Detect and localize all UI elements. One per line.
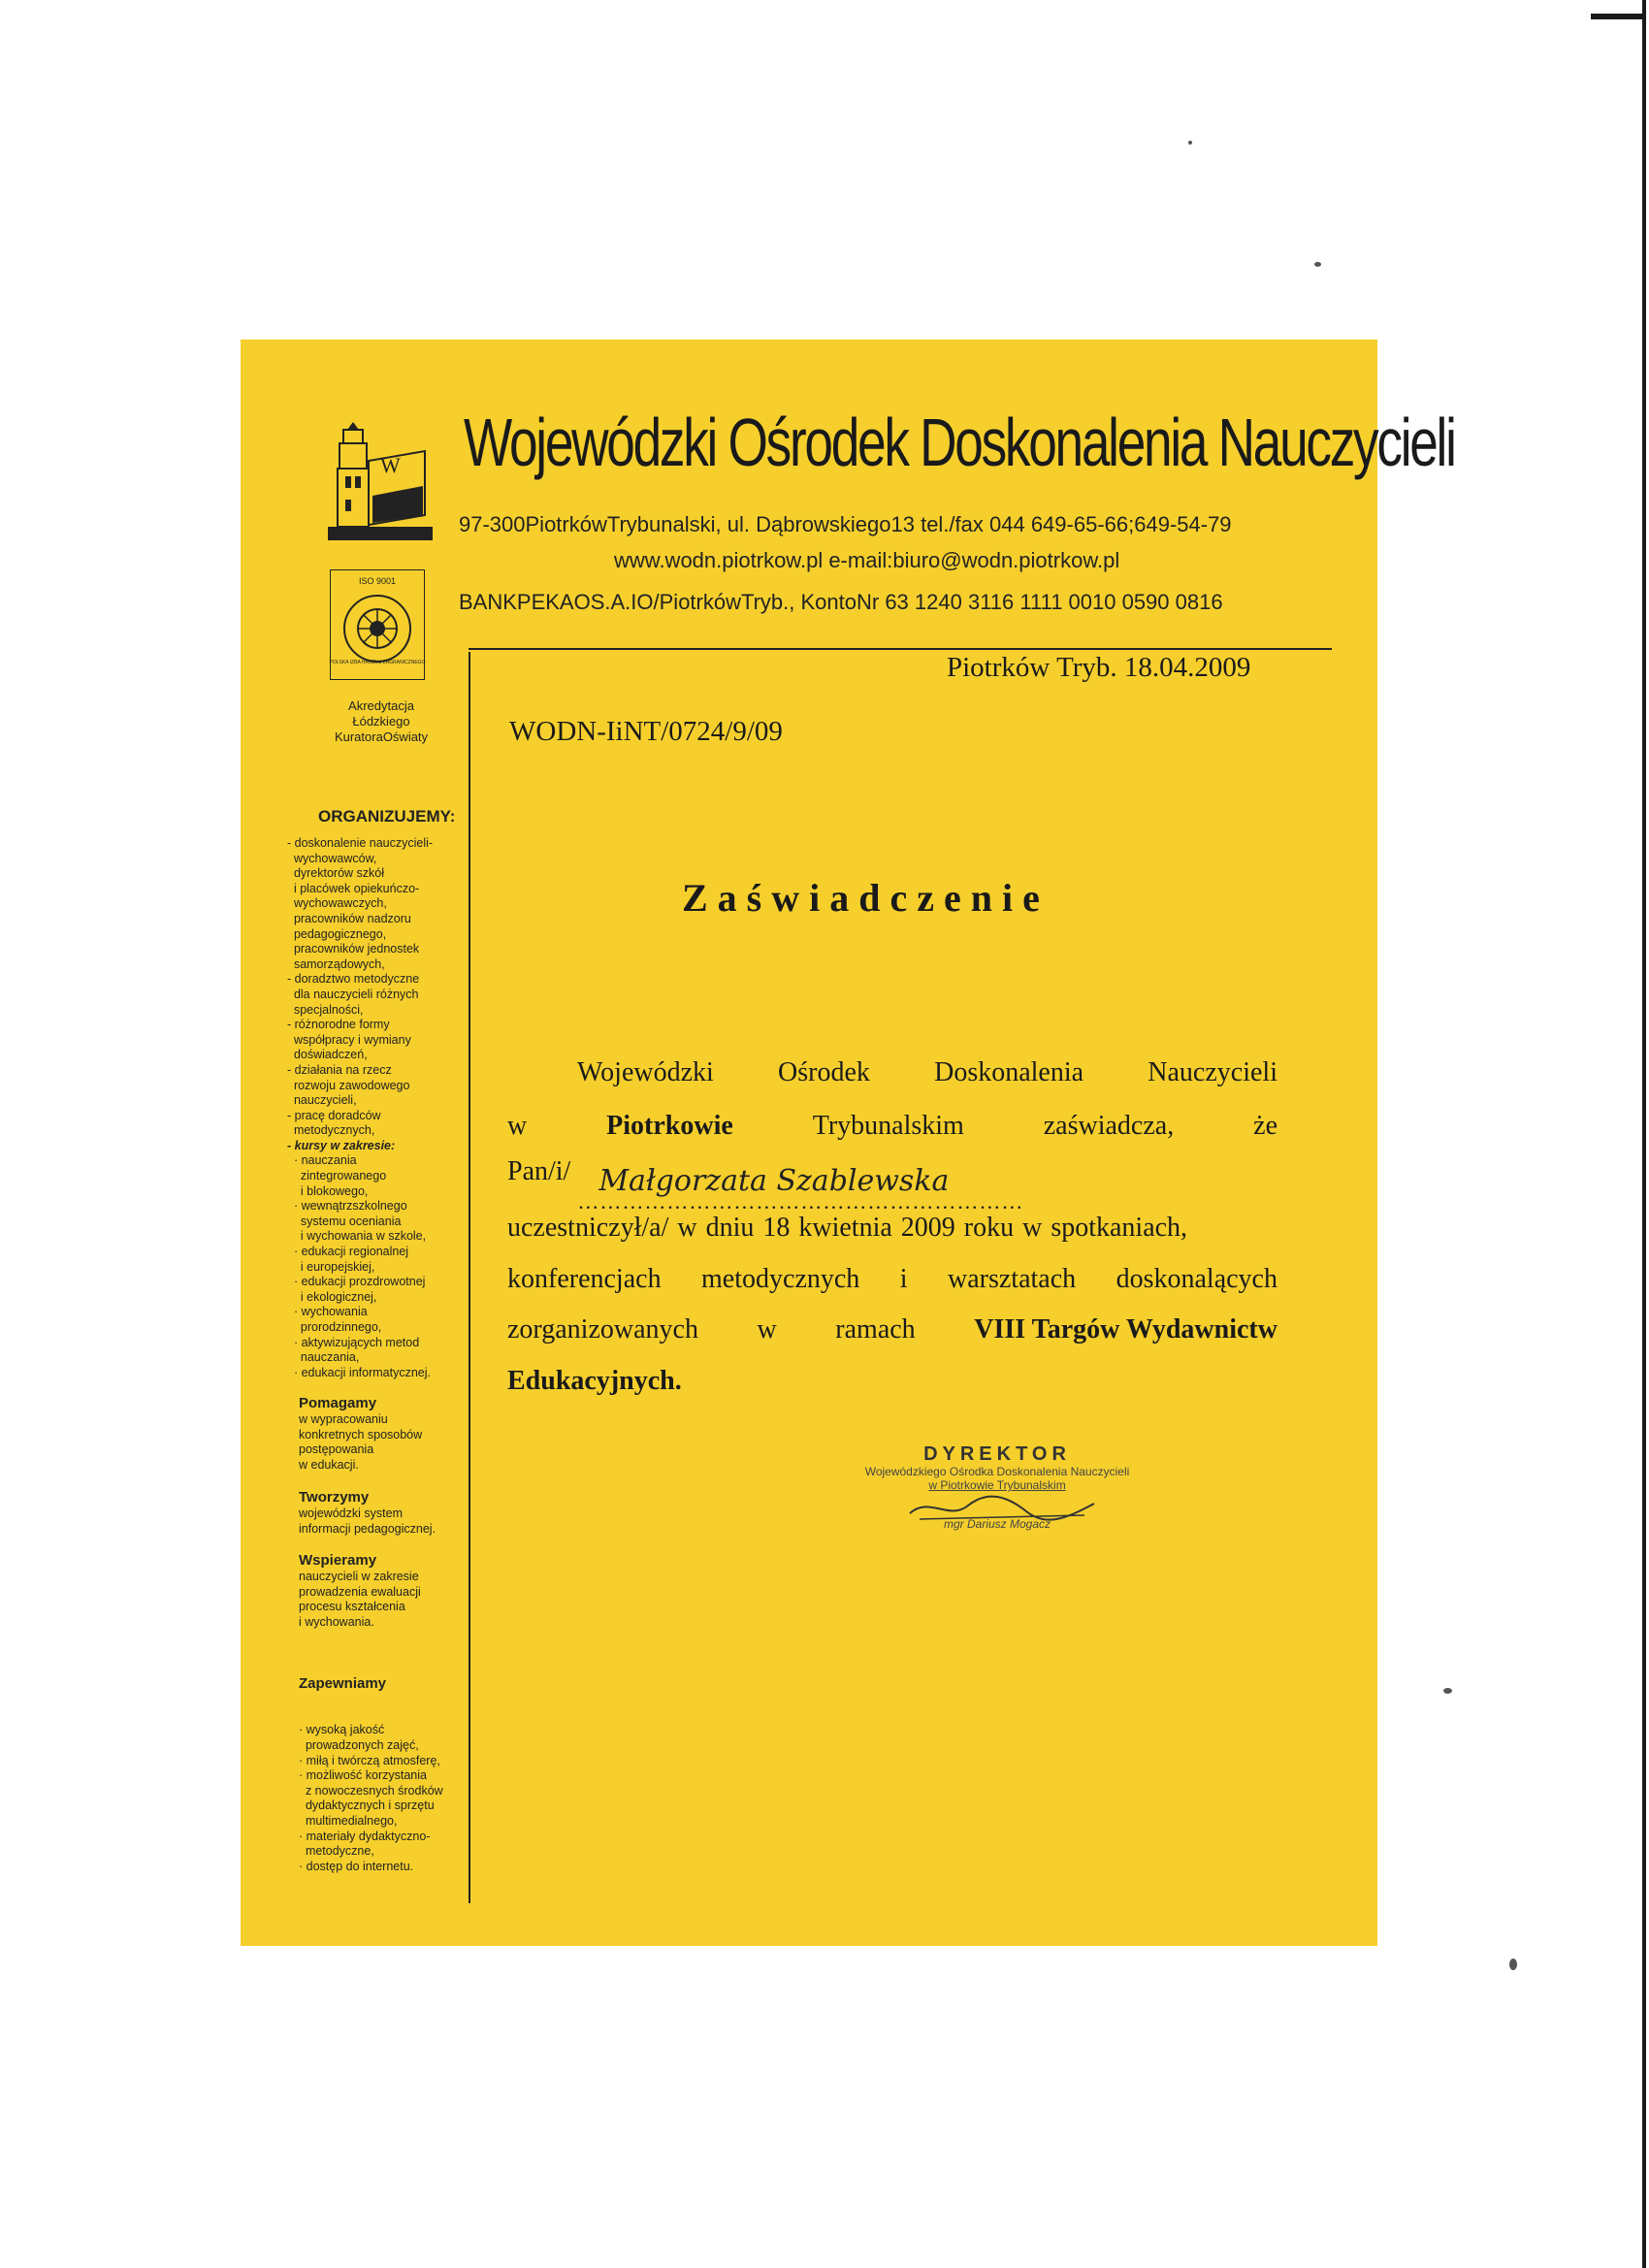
body-line-4: uczestniczył/a/ w dniu 18 kwietnia 2009 roku w spotkaniach, <box>507 1213 1188 1243</box>
organize-list-item: - doradztwo metodyczne <box>287 972 420 987</box>
organize-list-item: specjalności, <box>287 1002 364 1017</box>
organize-list-item: i blokowego, <box>287 1183 369 1198</box>
body-line-6: zorganizowanych w ramach VIII Targów Wydawnictw <box>507 1314 1277 1345</box>
body-line-5: konferencjach metodycznych i warsztatach doskonalących <box>507 1264 1277 1294</box>
bank-line: BANKPEKAOS.A.IO/PiotrkówTryb., KontoNr 63 1240 3116 1111 0010 0590 0816 <box>459 590 1223 614</box>
dust-speck <box>1443 1688 1452 1694</box>
organize-list-item: i europejskiej, <box>287 1259 375 1274</box>
organize-list-item: systemu oceniania <box>287 1214 402 1228</box>
body-line-7: Edukacyjnych. <box>507 1366 682 1396</box>
body-line-2: w Piotrkowie Trybunalskim zaświadcza, że <box>507 1111 1277 1141</box>
organize-list-item: i placówek opiekuńczo- <box>287 881 420 895</box>
institution-logo <box>328 422 435 558</box>
organize-list-item: prorodzinnego, <box>287 1320 382 1334</box>
organize-list-item: rozwoju zawodowego <box>287 1078 410 1092</box>
iso-certification-mark <box>330 569 425 680</box>
organize-list-item: - doskonalenie nauczycieli- <box>287 836 434 850</box>
document-title: Zaświadczenie <box>682 876 1050 920</box>
ensure-list-item: z nowoczesnych środków <box>299 1783 443 1798</box>
organize-list-item: i wychowania w szkole, <box>287 1229 427 1244</box>
director-stamp: DYREKTOR Wojewódzkiego Ośrodka Doskonalenia Nauczycieli w Piotrkowie Trybunalskim mgr Dariusz Mogacz <box>864 1443 1130 1531</box>
svg-text:POLSKA IZBA HANDLU ZAGRANICZNE: POLSKA IZBA HANDLU ZAGRANICZNEGO <box>329 660 426 665</box>
ensure-list-item: · możliwość korzystania <box>299 1768 427 1783</box>
place-and-date: Piotrków Tryb. 18.04.2009 <box>947 652 1251 683</box>
name-dotted-line: …………………………………………………… <box>577 1189 1024 1214</box>
organize-list-item: nauczania, <box>287 1350 360 1365</box>
organize-list-item: pedagogicznego, <box>287 926 387 941</box>
ensure-list-item: · materiały dydaktyczno- <box>299 1829 431 1843</box>
organize-list-item: wychowawczych, <box>287 896 387 911</box>
sidebar-divider <box>469 652 470 1903</box>
ensure-list-item: · wysoką jakość <box>299 1723 385 1737</box>
organize-list-item: - różnorodne formy <box>287 1018 390 1032</box>
accreditation-note: Akredytacja Łódzkiego KuratoraOświaty <box>334 698 429 744</box>
organize-list-item: dyrektorów szkół <box>287 866 385 881</box>
ensure-list-item: metodyczne, <box>299 1844 374 1859</box>
ensure-section: Zapewniamy · wysoką jakość prowadzonych zajęć, · miłą i twórczą atmosferę, · możliwość korzystania z nowoczesnych środków dydaktycznych i sprzętu multimedialnego, · materiały dydaktyczno- metodyczne, · dostęp do internetu. <box>299 1675 443 1873</box>
dust-speck <box>1509 1959 1517 1970</box>
ensure-list-item: dydaktycznych i sprzętu <box>299 1798 435 1813</box>
certificate-sheet <box>241 340 1455 1946</box>
organize-list-item: · wewnątrzszkolnego <box>287 1199 407 1214</box>
header-divider <box>469 648 1332 650</box>
dust-speck <box>1188 141 1192 145</box>
ensure-list-item: · dostęp do internetu. <box>299 1859 414 1873</box>
body-line-3: Pan/i/ …………………………………………………… Małgorzata Szablewska <box>507 1156 1024 1214</box>
ensure-list-item: · miłą i twórczą atmosferę, <box>299 1753 440 1767</box>
organize-list-item: - kursy w zakresie: <box>287 1138 396 1152</box>
participant-name-handwritten: Małgorzata Szablewska <box>598 1164 950 1198</box>
organize-list-item: i ekologicznej, <box>287 1289 377 1304</box>
organize-list-item: dla nauczycieli różnych <box>287 987 419 1001</box>
organize-list <box>287 836 514 1380</box>
organize-list-item: zintegrowanego <box>287 1169 387 1183</box>
reference-number: WODN-IiNT/0724/9/09 <box>509 716 783 747</box>
organize-list-item: nauczycieli, <box>287 1093 357 1108</box>
ensure-list-item: multimedialnego, <box>299 1813 398 1828</box>
organize-list-item: · edukacji informatycznej. <box>287 1365 431 1379</box>
organize-list-item: współpracy i wymiany <box>287 1032 411 1047</box>
dust-speck <box>1314 262 1321 267</box>
svg-text:W: W <box>380 453 401 477</box>
org-title: Wojewódzki Ośrodek Doskonalenia Nauczycieli <box>464 405 1455 480</box>
scan-edge-top-mark <box>1591 14 1643 19</box>
iso-label: ISO 9001 <box>358 576 397 586</box>
organize-list-item: · nauczania <box>287 1153 357 1168</box>
address-line: 97-300PiotrkówTrybunalski, ul. Dąbrowskiego13 tel./fax 044 649-65-66;649-54-79 <box>459 512 1232 536</box>
scan-edge-right <box>1642 0 1646 2268</box>
organize-heading: ORGANIZUJEMY: <box>318 807 456 826</box>
ensure-list-item: prowadzonych zajęć, <box>299 1737 419 1752</box>
organize-list-item: · edukacji prozdrowotnej <box>287 1275 426 1289</box>
organize-list-item: pracowników jednostek <box>287 942 420 956</box>
body-line-1: Wojewódzki Ośrodek Doskonalenia Nauczycieli <box>577 1057 1277 1087</box>
organize-list-item: - działania na rzecz <box>287 1062 392 1077</box>
organize-list-item: metodycznych, <box>287 1123 375 1138</box>
organize-list-item: samorządowych, <box>287 956 385 971</box>
organize-list-item: doświadczeń, <box>287 1048 368 1062</box>
support-section: Wspieramy nauczycieli w zakresie prowadzenia ewaluacji procesu kształcenia i wychowania. <box>299 1552 421 1629</box>
organize-list-item: wychowawców, <box>287 851 377 865</box>
organize-list-item: · wychowania <box>287 1305 368 1319</box>
organize-list-item: - pracę doradców <box>287 1108 381 1122</box>
organize-list-item: · edukacji regionalnej <box>287 1245 409 1259</box>
organize-list-item: pracowników nadzoru <box>287 911 411 925</box>
help-section: Pomagamy w wypracowaniu konkretnych sposobów postępowania w edukacji. <box>299 1395 423 1472</box>
organize-list-item: · aktywizujących metod <box>287 1335 420 1349</box>
create-section: Tworzymy wojewódzki system informacji pedagogicznej. <box>299 1489 436 1536</box>
contact-line: www.wodn.piotrkow.pl e-mail:biuro@wodn.piotrkow.pl <box>614 548 1120 572</box>
